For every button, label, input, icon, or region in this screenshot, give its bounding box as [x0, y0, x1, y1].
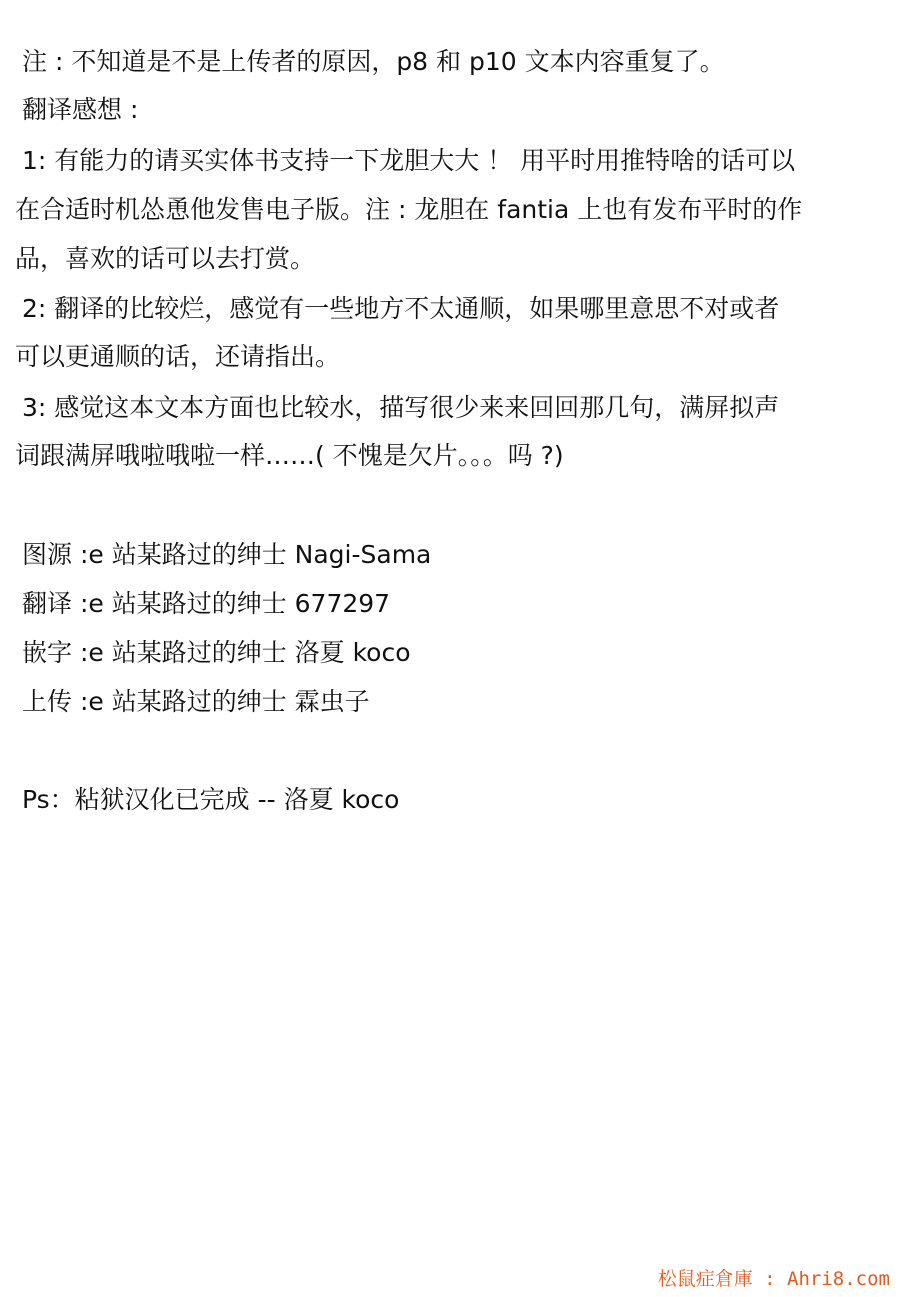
item-2-line-1: 2: 翻译的比较烂，感觉有一些地方不太通顺，如果哪里意思不对或者	[22, 294, 780, 323]
item-2-line-2: 可以更通顺的话，还请指出。	[15, 342, 341, 371]
item-1-line-1: 1: 有能力的请买实体书支持一下龙胆大大 ！ 用平时用推特啥的话可以	[22, 146, 796, 175]
ps-line: Ps：粘狱汉化已完成 -- 洛夏 koco	[22, 785, 400, 814]
site-watermark: 松鼠症倉庫 : Ahri8.com	[657, 1268, 890, 1290]
item-3-line-1: 3: 感觉这本文本方面也比较水，描写很少来来回回那几句，满屏拟声	[22, 393, 780, 422]
credit-typesetting: 嵌字 :e 站某路过的绅士 洛夏 koco	[22, 638, 411, 667]
credit-translation: 翻译 :e 站某路过的绅士 677297	[22, 589, 391, 618]
item-1-line-2: 在合适时机怂恿他发售电子版。注 : 龙胆在 fantia 上也有发布平时的作	[15, 195, 803, 224]
item-3-line-2: 词跟满屏哦啦哦啦一样……( 不愧是欠片。。。吗 ?)	[15, 441, 564, 470]
thoughts-heading: 翻译感想 :	[22, 95, 139, 124]
note-line: 注 : 不知道是不是上传者的原因，p8 和 p10 文本内容重复了。	[22, 47, 725, 76]
credit-source: 图源 :e 站某路过的绅士 Nagi-Sama	[22, 540, 432, 569]
credit-upload: 上传 :e 站某路过的绅士 霖虫子	[22, 687, 370, 716]
item-1-line-3: 品，喜欢的话可以去打赏。	[15, 244, 316, 273]
